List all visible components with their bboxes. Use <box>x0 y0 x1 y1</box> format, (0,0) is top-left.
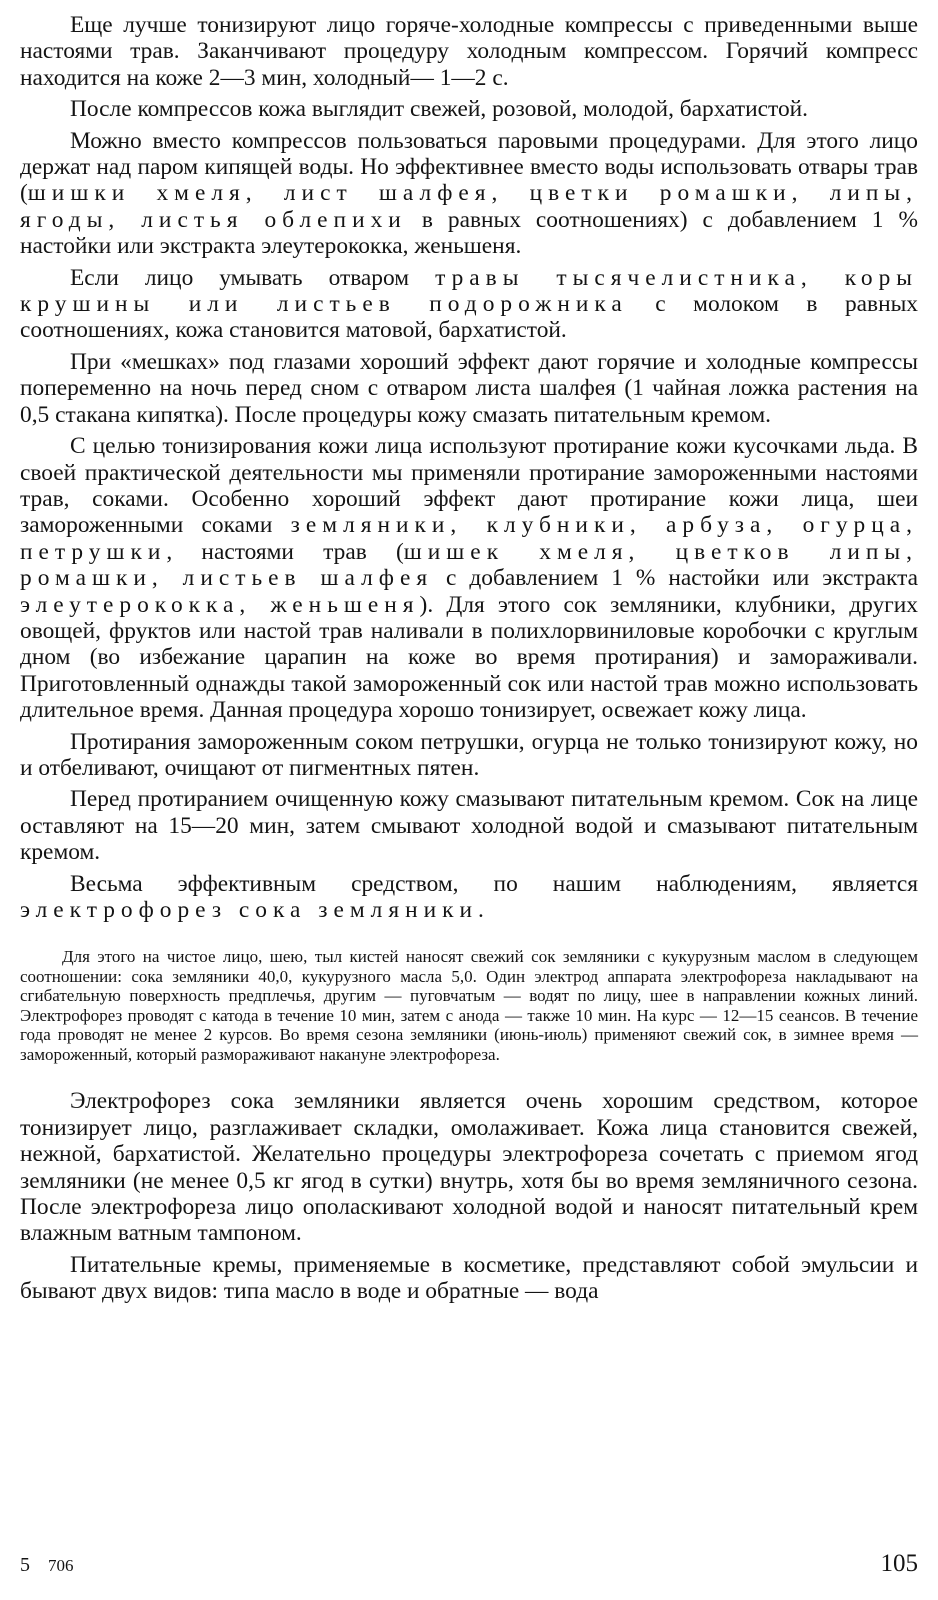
printer-signature <box>20 1554 74 1577</box>
text-run: Можно вместо компрессов пользоваться паровыми процедурами. Для этого лицо держат над паром кипящей воды. Но эффективнее вместо воды использовать отвары трав ( <box>20 127 918 207</box>
text-run: Весьма эффективным средством, по нашим наблюдениям, является <box>70 870 918 897</box>
paragraph <box>20 729 918 782</box>
spaced-emphasis: земляники, клубники, арбуза, огурца, петрушки <box>20 512 918 565</box>
paragraph <box>20 349 918 428</box>
spaced-emphasis: электрофорез сока земляники. <box>20 897 490 923</box>
paragraph <box>20 12 918 91</box>
signature-code: 706 <box>48 1556 74 1575</box>
text-run: После компрессов кожа выглядит свежей, розовой, молодой, бархатистой. <box>70 96 809 123</box>
text-run: Электрофорез сока земляники является очень хорошим средством, которое тонизирует лицо, разглаживает складки, омолаживает. Кожа лица становится свежей, нежной, бархатистой. Желательно процедуры электрофореза сочетать с приемом ягод земляники (не менее 0,5 кг ягод в сутки) внутрь, хотя бы во время земляничного сезона. После электрофореза лицо ополаскивают холодной водой и наносят питательный крем влажным ватным тампоном. <box>20 1088 918 1247</box>
text-run: Питательные кремы, применяемые в косметике, представляют собой эмульсии и бывают двух видов: типа масло в воде и обратные — вода <box>20 1251 918 1305</box>
small-print-note <box>20 947 918 1064</box>
small-print-paragraph: Для этого на чистое лицо, шею, тыл кистей наносят свежий сок земляники с кукурузным маслом в следующем соотношении: сока земляники 40,0, кукурузного масла 5,0. Один электрод аппарата электрофореза накладывают на сгибательную поверхность предплечья, другим — пуговчатым — водят по лицу, шее в направлении кожных линий. Электрофорез проводят с катода в течение 10 мин, затем с анода — также 10 мин. На курс — 12—15 сеансов. В течение года проводят не менее 2 курсов. Во время сезона земляники (июнь-июль) применяют свежий сок, в зимнее время — замороженный, который размораживают накануне электрофореза. <box>20 947 918 1064</box>
text-run: , настоями трав ( <box>166 538 404 565</box>
text-run: Перед протиранием очищенную кожу смазывают питательным кремом. Сок на лице оставляют на 15—20 мин, затем смывают холодной водой и смазывают питательным кремом. <box>20 786 918 866</box>
page-number: 105 <box>880 1550 918 1577</box>
paragraph <box>20 265 918 344</box>
spaced-emphasis: травы тысячелистника, коры крушины или листьев подорожника <box>20 264 918 318</box>
paragraph <box>20 96 918 122</box>
paragraph <box>20 1252 918 1305</box>
text-run: Если лицо умывать отваром <box>70 264 436 291</box>
text-run: Еще лучше тонизируют лицо горяче-холодные компрессы с приведенными выше настоями трав. Заканчивают процедуру холодным компрессом. Горячий компресс находится на коже 2—3 мин, холодный— 1—2 с. <box>20 12 918 91</box>
text-run: При «мешках» под глазами хороший эффект дают горячие и холодные компрессы попеременно на ночь перед сном с отваром листа шалфея (1 чайная ложка растения на 0,5 стакана кипятка). После процедуры кожу смазать питательным кремом. <box>20 348 918 428</box>
text-run: С целью тонизирования кожи лица используют протирание кожи кусочками льда. В своей практической деятельности мы применяли протирание замороженными настоями трав, соками. Особенно хороший эффект дают протирание кожи лица, шеи замороженными соками <box>20 433 918 539</box>
main-text-bottom <box>20 1088 918 1304</box>
spaced-emphasis: шишек хмеля, цветков липы, ромашки, листьев шалфея <box>20 538 918 592</box>
spaced-emphasis: шишки хмеля, лист шалфея, цветки ромашки, липы, ягоды, листья облепихи <box>20 180 918 233</box>
paragraph <box>20 786 918 865</box>
paragraph <box>20 128 918 260</box>
text-run: с молоком в равных соотношениях, кожа становится матовой, бархатистой. <box>20 291 918 344</box>
spaced-emphasis: элеутерококка, женьшеня <box>20 591 420 618</box>
text-run: ). Для этого сок земляники, клубники, других овощей, фруктов или настой трав наливали в полихлорвиниловые коробочки с круглым дном (во избежание царапин на коже во время протирания) и замораживали. Приготовленный однажды такой замороженный сок или настой трав можно использовать длительное время. Данная процедура хорошо тонизирует, освежает кожу лица. <box>20 591 918 724</box>
text-run: Протирания замороженным соком петрушки, огурца не только тонизируют кожу, но и отбеливают, очищают от пигментных пятен. <box>20 728 918 781</box>
paragraph <box>20 871 918 924</box>
book-page <box>20 12 918 1310</box>
signature-number: 5 <box>20 1554 30 1576</box>
paragraph <box>20 1088 918 1246</box>
page-footer <box>20 1548 918 1578</box>
main-text-top <box>20 12 918 923</box>
text-run: в равных соотношениях) с добавлением 1 % настойки или экстракта элеутерококка, женьшеня. <box>20 206 918 260</box>
paragraph <box>20 433 918 723</box>
text-run: с добавлением 1 % настойки или экстракта <box>433 565 918 592</box>
